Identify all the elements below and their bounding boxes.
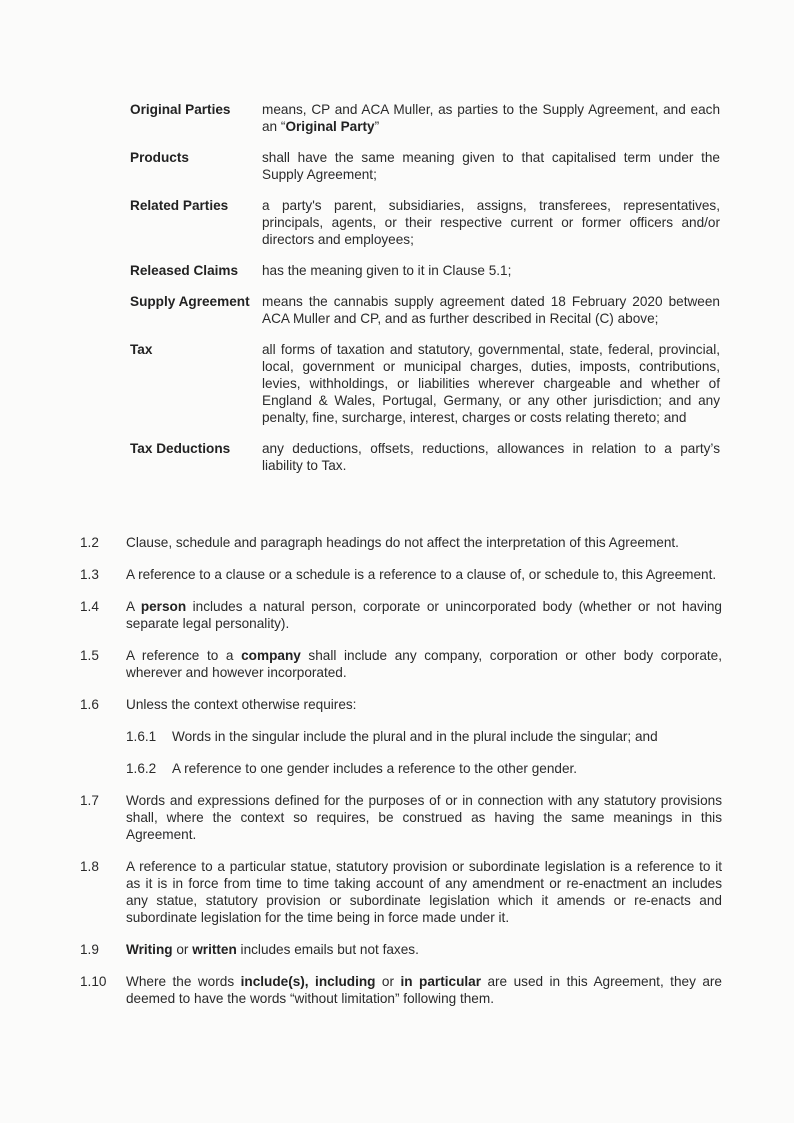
definition-original-parties [130,101,720,135]
clause-1-6-1 [126,728,722,745]
clause-number: 1.2 [80,535,99,550]
definition-released-claims [130,262,720,279]
definition-text: means the cannabis supply agreement dated 18 February 2020 between ACA Muller and CP, and as further described in Recital (C) above; [262,294,720,326]
clause-text: Writing or written includes emails but not faxes. [126,942,419,957]
clause-text: A reference to a company shall include any company, corporation or other body corporate, wherever and however incorporated. [126,648,723,680]
clause-number: 1.8 [80,859,99,874]
definition-text: a party's parent, subsidiaries, assigns, transferees, representatives, principals, agents, or their respective current or former officers and/or directors and employees; [262,198,720,247]
subclause-text: Words in the singular include the plural and in the plural include the singular; and [172,729,658,744]
definition-term: Products [130,150,189,165]
clause-text: Unless the context otherwise requires: [126,697,357,712]
definition-tax [130,341,720,426]
definition-products [130,149,720,183]
clause-number: 1.5 [80,648,99,663]
interpretation-clauses [80,534,722,1022]
definitions-list [130,101,720,488]
definition-tax-deductions [130,440,720,474]
subclause-number: 1.6.2 [126,761,157,776]
clause-1-7 [80,792,722,843]
definition-term: Original Parties [130,102,231,117]
clause-number: 1.9 [80,942,99,957]
clause-text: A reference to a particular statue, statutory provision or subordinate legislation is a reference to it as it is in force from time to time taking account of any amendment or re-enactment an includes any statue, statutory provision or subordinate legislation which it amends or re-enacts and subordinate legislation for the time being in force made under it. [126,859,722,925]
clause-number: 1.6 [80,697,99,712]
clause-text: Where the words include(s), including or in particular are used in this Agreement, they are deemed to have the words “without limitation” following them. [126,974,722,1006]
definition-text: all forms of taxation and statutory, governmental, state, federal, provincial, local, government or municipal charges, duties, imposts, contributions, levies, withholdings, or liabilities wherever chargeable and whether of England & Wales, Portugal, Germany, or any other jurisdiction; and any penalty, fine, surcharge, interest, charges or costs relating thereto; and [262,342,720,425]
clause-number: 1.4 [80,599,99,614]
clause-number: 1.10 [80,974,107,989]
clause-text: Words and expressions defined for the purposes of or in connection with any statutory provisions shall, where the context so requires, be construed as having the same meanings in this Agreement. [126,793,722,842]
clause-1-3 [80,566,722,583]
definition-text: has the meaning given to it in Clause 5.1; [262,263,512,278]
clause-1-9 [80,941,722,958]
clause-number: 1.7 [80,793,99,808]
definition-related-parties [130,197,720,248]
definition-term: Supply Agreement [130,294,250,309]
definition-term: Tax Deductions [130,441,231,456]
clause-text: A person includes a natural person, corporate or unincorporated body (whether or not having separate legal personality). [126,599,722,631]
clause-number: 1.3 [80,567,99,582]
clause-1-8 [80,858,722,926]
clause-1-4 [80,598,722,632]
clause-1-6-2 [126,760,722,777]
definition-text: shall have the same meaning given to that capitalised term under the Supply Agreement; [262,150,720,182]
definition-supply-agreement [130,293,720,327]
clause-text: A reference to a clause or a schedule is a reference to a clause of, or schedule to, this Agreement. [126,567,717,582]
clause-1-10 [80,973,722,1007]
clause-1-6 [80,696,722,713]
clause-text: Clause, schedule and paragraph headings do not affect the interpretation of this Agreement. [126,535,679,550]
definition-text: means, CP and ACA Muller, as parties to the Supply Agreement, and each an “Original Party” [262,102,720,134]
definition-term: Related Parties [130,198,229,213]
subclause-text: A reference to one gender includes a reference to the other gender. [172,761,578,776]
definition-term: Released Claims [130,263,239,278]
definition-term: Tax [130,342,153,357]
definition-text: any deductions, offsets, reductions, allowances in relation to a party’s liability to Tax. [262,441,720,473]
clause-1-5 [80,647,722,681]
subclause-number: 1.6.1 [126,729,157,744]
clause-1-2 [80,534,722,551]
